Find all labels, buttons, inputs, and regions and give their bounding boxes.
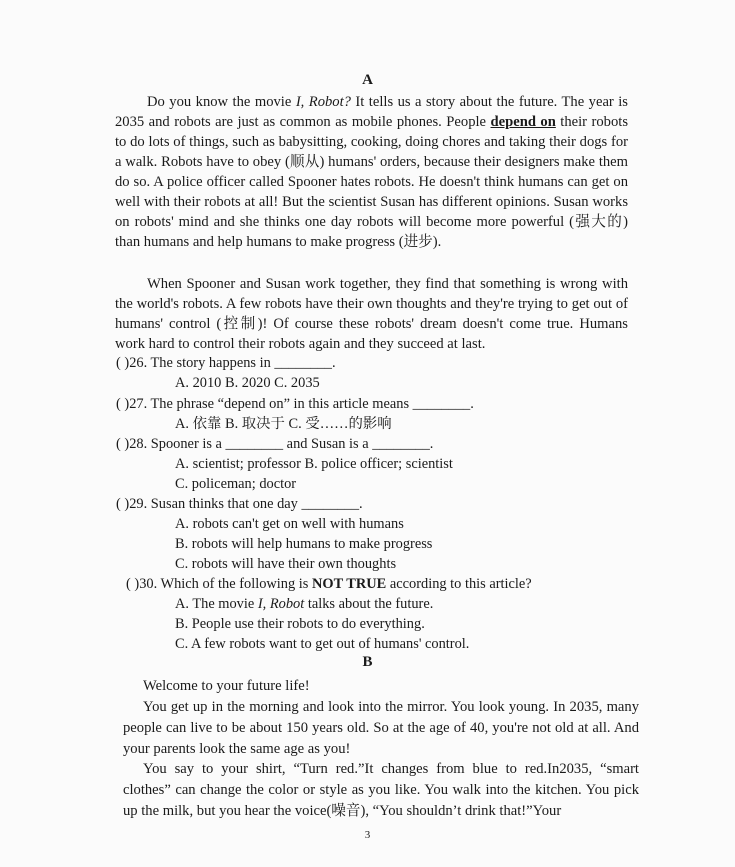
section-b-heading: B	[362, 654, 373, 670]
question-30: ( )30. Which of the following is NOT TRUE according to this article?	[126, 576, 532, 592]
section-b-paragraph-1: You get up in the morning and look into the mirror. You look young. In 2035, many people can live to be about 150 years old. So at the age of 40, you're not old at all. And your parents look the same age as you!	[123, 699, 639, 757]
question-30-option-b: B. People use their robots to do everything.	[175, 616, 425, 632]
section-b-intro: Welcome to your future life!	[143, 678, 310, 694]
question-30-option-c: C. A few robots want to get out of humans' control.	[175, 636, 470, 652]
question-29: ( )29. Susan thinks that one day ________.	[116, 496, 363, 512]
question-29-option-a: A. robots can't get on well with humans	[175, 516, 404, 532]
question-27-options: A. 依靠 B. 取决于 C. 受……的影响	[175, 416, 392, 432]
question-26: ( )26. The story happens in ________.	[116, 355, 336, 371]
section-a-heading: A	[362, 72, 373, 88]
section-a-paragraph-1: Do you know the movie I, Robot? It tells us a story about the future. The year is 2035 and robots are just as common as mobile phones. People depend on their robots to do lots of things, such as babysitting, cooking, doing chores and taking their dogs for a walk. Robots have to obey (顺从) humans' orders, because their designers make them do so. A police officer called Spooner hates robots. He doesn't think humans can get on well with their robots at all! But the scientist Susan has different opinions. Susan works on robots' mind and she thinks one day robots will become more powerful (强大的) than humans and help humans to make progress (进步).	[115, 94, 629, 250]
question-29-option-c: C. robots will have their own thoughts	[175, 556, 397, 572]
question-27: ( )27. The phrase “depend on” in this article means ________.	[116, 396, 474, 412]
question-28-option-ab: A. scientist; professor B. police officer; scientist	[175, 456, 453, 472]
question-29-option-b: B. robots will help humans to make progress	[175, 536, 433, 552]
page-number: 3	[364, 829, 371, 841]
question-30-option-a: A. The movie I, Robot talks about the future.	[175, 596, 434, 612]
section-a-paragraph-2: When Spooner and Susan work together, they find that something is wrong with the world's robots. A few robots have their own thoughts and they're trying to get out of humans' control (控制)! Of course these robots' dream doesn't come true. Humans work hard to control their robots again and they succeed at last.	[115, 276, 628, 352]
question-28: ( )28. Spooner is a ________ and Susan is a ________.	[116, 436, 434, 452]
question-28-option-c: C. policeman; doctor	[175, 476, 297, 492]
depend-on-phrase: depend on	[490, 114, 556, 130]
section-b-paragraph-2: You say to your shirt, “Turn red.”It changes from blue to red.In2035, “smart clothes” can change the color or style as you like. You walk into the kitchen. You pick up the milk, but you hear the voice(噪音), “You shouldn’t drink that!”Your	[123, 761, 639, 819]
question-26-options: A. 2010 B. 2020 C. 2035	[175, 375, 320, 391]
